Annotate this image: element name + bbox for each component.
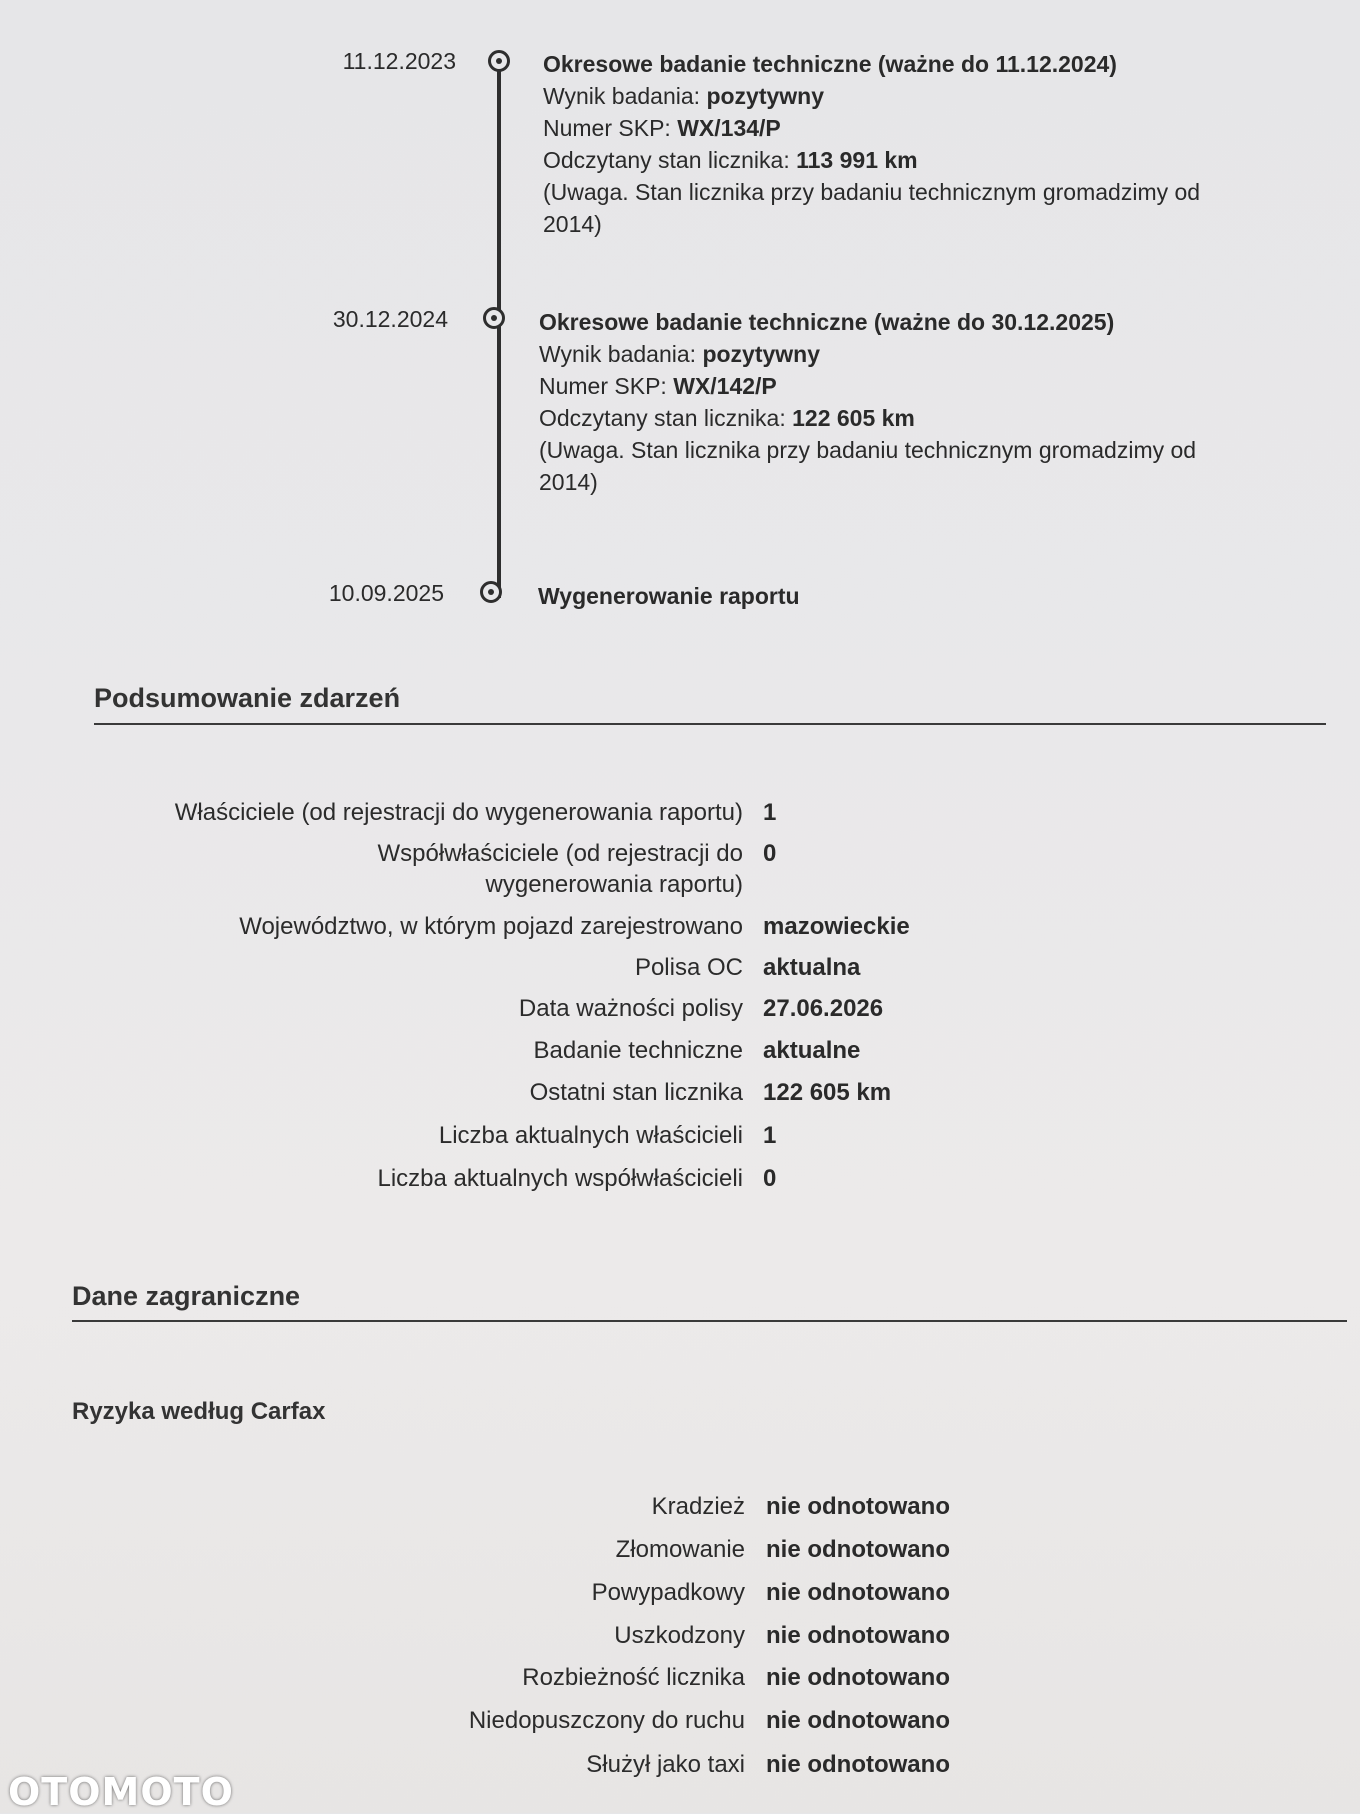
risk-label: Służył jako taxi bbox=[586, 1751, 745, 1778]
timeline-event bbox=[538, 580, 1258, 612]
risk-value: nie odnotowano bbox=[766, 1622, 950, 1649]
risk-value: nie odnotowano bbox=[766, 1707, 950, 1734]
risk-label: Rozbieżność licznika bbox=[522, 1664, 745, 1691]
section-divider bbox=[72, 1320, 1347, 1322]
event-result: Wynik badania: pozytywny bbox=[539, 341, 821, 367]
summary-value: 27.06.2026 bbox=[763, 995, 884, 1022]
summary-label: Badanie techniczne bbox=[533, 1037, 743, 1064]
summary-value: 1 bbox=[763, 799, 777, 826]
summary-value: aktualna bbox=[763, 954, 861, 981]
summary-label: Współwłaściciele (od rejestracji do wygenerowania raportu) bbox=[377, 840, 743, 898]
event-title: Okresowe badanie techniczne (ważne do 30.12.2025) bbox=[539, 309, 1115, 335]
risk-label: Kradzież bbox=[651, 1493, 745, 1520]
event-skp: Numer SKP: WX/134/P bbox=[543, 115, 781, 141]
summary-value: 0 bbox=[763, 1165, 777, 1192]
foreign-title: Dane zagraniczne bbox=[72, 1281, 301, 1311]
timeline-date: 10.09.2025 bbox=[328, 580, 444, 606]
summary-label: Właściciele (od rejestracji do wygenerowania raportu) bbox=[174, 799, 743, 826]
timeline-event bbox=[539, 306, 1259, 498]
event-note: (Uwaga. Stan licznika przy badaniu technicznym gromadzimy od 2014) bbox=[539, 437, 1197, 495]
risk-value: nie odnotowano bbox=[766, 1493, 950, 1520]
summary-value: aktualne bbox=[763, 1037, 861, 1064]
risk-value: nie odnotowano bbox=[766, 1664, 950, 1691]
timeline-line bbox=[497, 60, 501, 598]
risk-value: nie odnotowano bbox=[766, 1536, 950, 1563]
section-divider bbox=[94, 723, 1326, 725]
event-note: (Uwaga. Stan licznika przy badaniu technicznym gromadzimy od 2014) bbox=[543, 179, 1201, 237]
timeline-dot-icon bbox=[488, 50, 510, 72]
summary-label: Polisa OC bbox=[634, 954, 743, 981]
carfax-risk-title: Ryzyka według Carfax bbox=[72, 1398, 326, 1425]
summary-value: mazowieckie bbox=[763, 913, 910, 940]
summary-label: Ostatni stan licznika bbox=[529, 1079, 743, 1106]
summary-label: Liczba aktualnych właścicieli bbox=[438, 1122, 743, 1149]
summary-value: 1 bbox=[763, 1122, 777, 1149]
timeline-dot-icon bbox=[480, 581, 502, 603]
otomoto-watermark: OTOMOTO bbox=[8, 1770, 234, 1814]
event-odometer: Odczytany stan licznika: 122 605 km bbox=[539, 405, 915, 431]
summary-value: 122 605 km bbox=[763, 1079, 892, 1106]
event-title: Wygenerowanie raportu bbox=[538, 583, 800, 609]
event-skp: Numer SKP: WX/142/P bbox=[539, 373, 777, 399]
timeline-date: 11.12.2023 bbox=[342, 48, 456, 74]
risk-value: nie odnotowano bbox=[766, 1751, 950, 1778]
summary-title: Podsumowanie zdarzeń bbox=[94, 683, 401, 713]
risk-value: nie odnotowano bbox=[766, 1579, 950, 1606]
event-title: Okresowe badanie techniczne (ważne do 11.12.2024) bbox=[543, 51, 1117, 77]
timeline-dot-icon bbox=[483, 307, 505, 329]
summary-value: 0 bbox=[763, 840, 777, 867]
event-result: Wynik badania: pozytywny bbox=[543, 83, 825, 109]
event-odometer: Odczytany stan licznika: 113 991 km bbox=[543, 147, 918, 173]
timeline-event bbox=[543, 48, 1263, 240]
timeline-date: 30.12.2024 bbox=[332, 306, 448, 332]
risk-label: Uszkodzony bbox=[614, 1622, 745, 1649]
summary-label: Liczba aktualnych współwłaścicieli bbox=[377, 1165, 743, 1192]
summary-label: Data ważności polisy bbox=[518, 995, 743, 1022]
risk-label: Niedopuszczony do ruchu bbox=[468, 1707, 745, 1734]
risk-label: Powypadkowy bbox=[591, 1579, 745, 1606]
risk-label: Złomowanie bbox=[615, 1536, 745, 1563]
summary-label: Województwo, w którym pojazd zarejestrowano bbox=[239, 913, 743, 940]
